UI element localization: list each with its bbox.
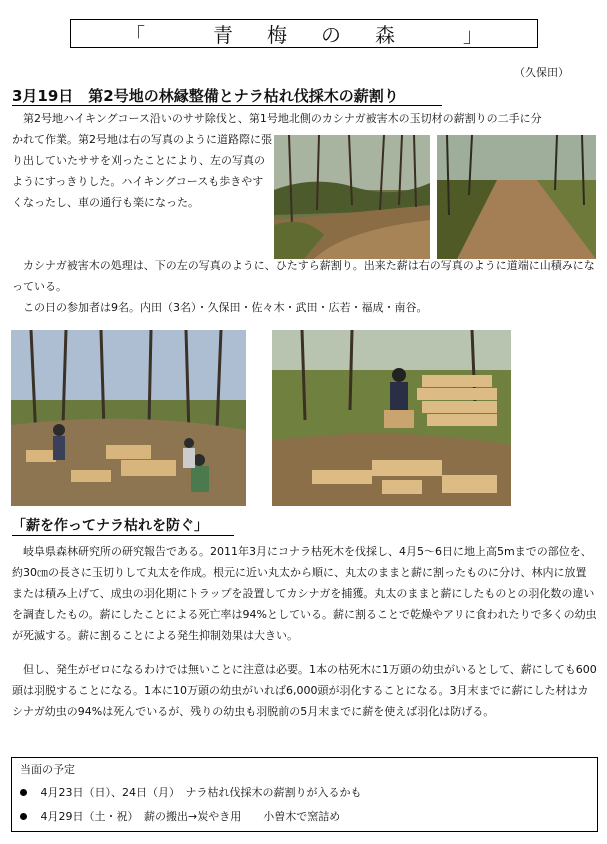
paragraph-firewood: カシナガ被害木の処理は、下の左の写真のように、ひたすら薪割り。出来た薪は右の写真のように道端に山積みになっている。: [12, 259, 595, 293]
schedule-box: [11, 757, 598, 832]
page-title: [71, 20, 537, 47]
title-bracket-left: 「: [125, 23, 179, 47]
photo-splitting-firewood: [11, 330, 246, 506]
author: （久保田）: [514, 66, 569, 79]
schedule-item: 4月23日（日）、24日（月） ナラ枯れ伐採木の薪割りが入るかも: [20, 784, 362, 800]
schedule-title: 当面の予定: [20, 763, 75, 776]
title-words: 青梅の森: [213, 23, 429, 47]
photo-cleared-path: [274, 135, 430, 259]
paragraph-intro-rest: かれて作業。第2号地は右の写真のように道路際に張り出していたササを刈ったことにより、左の写真のようにすっきりした。ハイキングコースも歩きやすくなったし、車の通行も楽になった。: [12, 133, 272, 209]
paragraph-caution: 但し、発生がゼロになるわけでは無いことに注意は必要。1本の枯死木に1万頭の幼虫がいるとして、薪にしても600頭は羽脱することになる。1本に10万頭の幼虫がいれば6,000頭が羽化することになる。3月末までに薪にした材はカシナガ幼虫の94%は死んでいるが、残りの幼虫も羽脱前の5月末までに薪を使えば羽化は防げる。: [12, 663, 597, 718]
section-heading-firewood-prevention: 「薪を作ってナラ枯れを防ぐ」: [12, 515, 234, 536]
title-box: [70, 19, 538, 48]
section-heading-march19: 3月19日 第2号地の林縁整備とナラ枯れ伐採木の薪割り: [12, 85, 442, 106]
photo-firewood-pile: [272, 330, 511, 506]
bullet-icon: [20, 789, 27, 796]
paragraph-research-report: 岐阜県森林研究所の研究報告である。2011年3月にコナラ枯死木を伐採し、4月5～6日に地上高5mまでの部位を、約30㎝の長さに玉切りして丸太を作成。根元に近い丸太から順に、丸太のままと薪に割ったものに分け、林内に放置または積み上げて、成虫の羽化期にトラップを設置してカシナガを捕獲。丸太のままと薪にしたものとの羽化数の違いを調査したもの。薪にしたことによる死亡率は94%としている。薪に割ることで乾燥やアリに食われたりで多くの幼虫が死滅する。薪に割ることによる発生抑制効果は大きい。: [12, 545, 597, 642]
paragraph-intro-line: 第2号地ハイキングコース沿いのササ除伐と、第1号地北側のカシナガ被害木の玉切材の薪割りの二手に分: [23, 112, 542, 125]
title-bracket-right: 」: [463, 23, 517, 47]
paragraph-participants: この日の参加者は9名。内田（3名）・久保田・佐々木・武田・広若・福成・南谷。: [23, 301, 428, 314]
bullet-icon: [20, 813, 27, 820]
photo-forest-road: [437, 135, 596, 259]
schedule-item: 4月29日（土・祝） 薪の搬出→炭やき用 小曽木で窯詰め: [20, 808, 340, 824]
